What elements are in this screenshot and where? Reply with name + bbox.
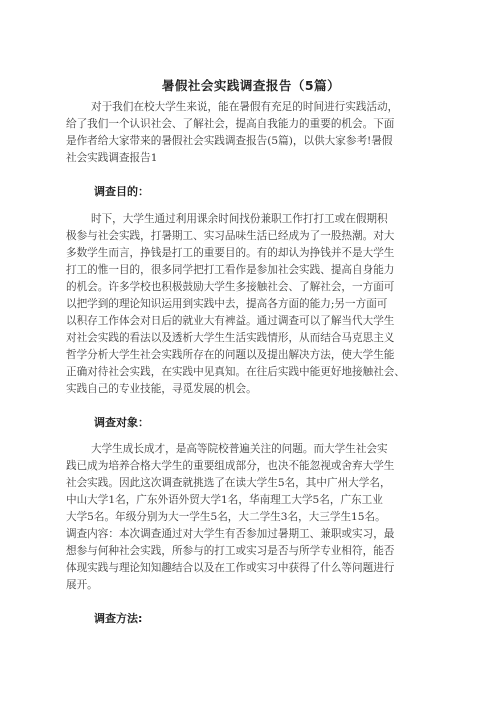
section-heading-methods: 调查方法: [94, 612, 143, 625]
paragraph-line: 正确对待社会实践，在实践中见真知。在往后实践中能更好地接触社会、 [66, 366, 405, 378]
paragraph-line: 调查内容：本次调查通过对大学生有否参加过暑期工、兼职或实习，最 [66, 528, 395, 540]
intro-line: 对于我们在校大学生来说，能在暑假有充足的时间进行实践活动， [91, 101, 399, 113]
paragraph-line: 打工的惟一目的，很多同学把打工看作是参加社会实践、提高自身能力 [66, 264, 395, 276]
intro-line: 给了我们一个认识社会、了解社会，提高自我能力的重要的机会。下面 [66, 118, 395, 130]
paragraph-line: 以积存工作体会对日后的就业大有裨益。通过调查可以了解当代大学生 [66, 315, 395, 327]
paragraph-line: 时下，大学生通过利用课余时间找份兼职工作打打工或在假期积 [91, 213, 388, 225]
paragraph-line: 展开。 [66, 579, 98, 591]
paragraph-line: 大学5名。年级分别为大一学生5名，大二学生3名，大三学生15名。 [66, 511, 386, 523]
paragraph-line: 哲学分析大学生社会实践所存在的问题以及提出解决方法，使大学生能 [66, 349, 395, 361]
paragraph-line: 中山大学1名，广东外语外贸大学1名，华南理工大学5名，广东工业 [66, 494, 383, 506]
section-heading-subjects: 调查对象： [94, 416, 149, 429]
paragraph-line: 体现实践与理论知知趣结合以及在工作或实习中获得了什么等问题进行 [66, 562, 395, 574]
paragraph-line: 对社会实践的看法以及透析大学生生活实践情形，从而结合马克思主义 [66, 332, 395, 344]
intro-line: 社会实践调查报告1 [66, 152, 158, 164]
paragraph-line: 极参与社会实践，打暑期工、实习品味生活已经成为了一股热潮。对大 [66, 230, 395, 242]
paragraph-line: 以把学到的理论知识运用到实践中去，提高各方面的能力;另一方面可 [66, 298, 388, 310]
section-heading-purpose: 调查目的： [94, 185, 149, 198]
paragraph-line: 的机会。许多学校也积极鼓励大学生多接触社会、了解社会，一方面可 [66, 281, 395, 293]
paragraph-line: 大学生成长成才，是高等院校普遍关注的问题。而大学生社会实 [91, 443, 388, 455]
paragraph-line: 践已成为培养合格大学生的重要组成部分，也决不能忽视或舍弃大学生 [66, 460, 395, 472]
paragraph-line: 社会实践。因此这次调查就挑选了在读大学生5名，其中广州大学名， [66, 477, 391, 489]
paragraph-line: 想参与何种社会实践，所参与的打工或实习是否与所学专业相符，能否 [66, 545, 395, 557]
paragraph-line: 多数学生而言，挣钱是打工的重要目的。有的却认为挣钱并不是大学生 [66, 247, 395, 259]
intro-line: 是作者给大家带来的暑假社会实践调查报告(5篇)，以供大家参考!暑假 [66, 135, 393, 147]
paragraph-line: 实践自己的专业技能，寻觅发展的机会。 [66, 383, 257, 395]
document-title: 暑假社会实践调查报告（5篇） [161, 78, 341, 93]
